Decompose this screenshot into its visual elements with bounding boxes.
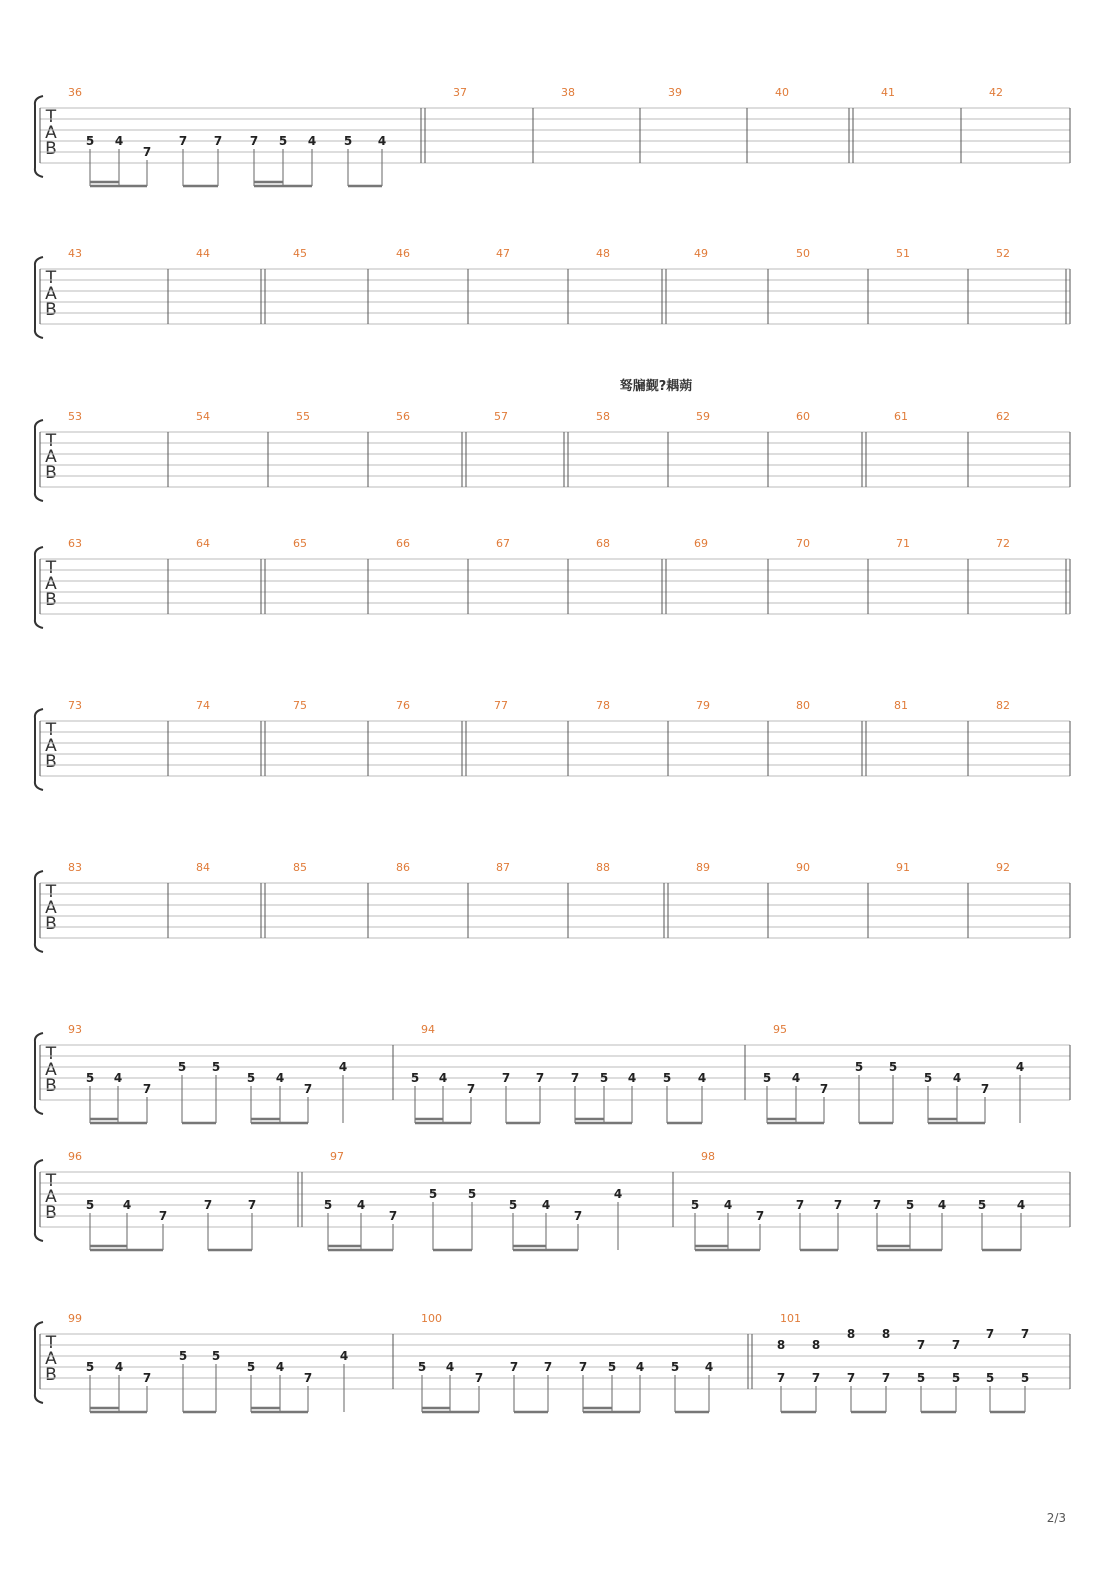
tab-system: [35, 1023, 1070, 1123]
fret-number: 7: [881, 1371, 891, 1385]
measure: [596, 699, 668, 776]
fret-number: 7: [474, 1371, 484, 1385]
measure-number: 62: [996, 410, 1010, 423]
measure: [411, 1023, 745, 1123]
tab-clef-letter: B: [45, 300, 57, 320]
measure-number: 58: [596, 410, 610, 423]
tab-clef-letter: T: [45, 268, 57, 288]
fret-number: 7: [142, 1371, 152, 1385]
fret-number: 5: [178, 1349, 188, 1363]
measure-number: 69: [694, 537, 708, 550]
measure: [696, 699, 768, 776]
measure: [894, 699, 968, 776]
tab-clef-letter: T: [45, 558, 57, 578]
fret-number: 5: [246, 1360, 256, 1374]
tab-clef-letter: B: [45, 463, 57, 483]
measure: [796, 699, 866, 776]
fret-number: 4: [937, 1198, 947, 1212]
measure: [561, 86, 640, 163]
measure-number: 70: [796, 537, 810, 550]
fret-number: 4: [307, 134, 317, 148]
fret-number: 7: [158, 1209, 168, 1223]
measure-number: 71: [896, 537, 910, 550]
measure-number: 49: [694, 247, 708, 260]
measure: [196, 247, 265, 324]
fret-number: 5: [467, 1187, 477, 1201]
measure-number: 92: [996, 861, 1010, 874]
fret-number: 5: [85, 1198, 95, 1212]
tab-clef-letter: B: [45, 1203, 57, 1223]
tab-system: [35, 699, 1070, 790]
measure: [293, 247, 368, 324]
measure: [996, 537, 1070, 614]
fret-number: 5: [854, 1060, 864, 1074]
fret-number: 4: [114, 1360, 124, 1374]
measure: [796, 861, 868, 938]
measure: [293, 699, 368, 776]
tab-clef-letter: B: [45, 590, 57, 610]
fret-number: 4: [613, 1187, 623, 1201]
fret-number: 4: [338, 1060, 348, 1074]
measure-number: 78: [596, 699, 610, 712]
fret-number: 5: [85, 1360, 95, 1374]
fret-number: 5: [923, 1071, 933, 1085]
fret-number: 4: [791, 1071, 801, 1085]
fret-number: 7: [535, 1071, 545, 1085]
measure-number: 95: [773, 1023, 787, 1036]
fret-number: 5: [662, 1071, 672, 1085]
fret-number: 4: [275, 1360, 285, 1374]
fret-number: 4: [697, 1071, 707, 1085]
fret-number: 7: [142, 145, 152, 159]
fret-number: 7: [755, 1209, 765, 1223]
fret-number: 7: [578, 1360, 588, 1374]
fret-number: 7: [1020, 1327, 1030, 1341]
measure: [396, 537, 468, 614]
fret-number: 7: [543, 1360, 553, 1374]
fret-number: 7: [142, 1082, 152, 1096]
tab-system: [35, 410, 1070, 501]
fret-number: 7: [819, 1082, 829, 1096]
measure-number: 59: [696, 410, 710, 423]
measure-number: 40: [775, 86, 789, 99]
measure-number: 39: [668, 86, 682, 99]
measure: [696, 861, 768, 938]
tab-clef-letter: T: [45, 107, 57, 127]
fret-number: 8: [881, 1327, 891, 1341]
measure-number: 84: [196, 861, 210, 874]
fret-number: 7: [303, 1371, 313, 1385]
measure: [996, 410, 1070, 487]
fret-number: 5: [977, 1198, 987, 1212]
measure-number: 100: [421, 1312, 442, 1325]
measure: [996, 699, 1070, 776]
measure-number: 48: [596, 247, 610, 260]
measure: [775, 86, 853, 163]
measure: [418, 1312, 752, 1412]
fret-number: 7: [501, 1071, 511, 1085]
measure-number: 81: [894, 699, 908, 712]
fret-number: 4: [339, 1349, 349, 1363]
fret-number: 7: [846, 1371, 856, 1385]
fret-number: 5: [323, 1198, 333, 1212]
measure-number: 55: [296, 410, 310, 423]
measure-number: 45: [293, 247, 307, 260]
tab-clef-letter: T: [45, 882, 57, 902]
tab-clef-letter: B: [45, 139, 57, 159]
measure: [396, 247, 468, 324]
measure-number: 42: [989, 86, 1003, 99]
fret-number: 7: [872, 1198, 882, 1212]
fret-number: 7: [776, 1371, 786, 1385]
fret-number: 7: [985, 1327, 995, 1341]
fret-number: 5: [670, 1360, 680, 1374]
measure-number: 53: [68, 410, 82, 423]
fret-number: 7: [466, 1082, 476, 1096]
measure-number: 93: [68, 1023, 82, 1036]
fret-number: 5: [85, 134, 95, 148]
measure-number: 44: [196, 247, 210, 260]
measure: [896, 861, 968, 938]
measure-number: 97: [330, 1150, 344, 1163]
tab-system: [35, 86, 1070, 186]
measure: [796, 537, 868, 614]
measure-number: 85: [293, 861, 307, 874]
tab-clef-letter: T: [45, 1171, 57, 1191]
page-number: 2/3: [1046, 1511, 1066, 1525]
measure: [196, 861, 265, 938]
measure-number: 60: [796, 410, 810, 423]
measure-number: 75: [293, 699, 307, 712]
fret-number: 5: [905, 1198, 915, 1212]
fret-number: 5: [985, 1371, 995, 1385]
measure: [396, 699, 466, 776]
fret-number: 5: [211, 1349, 221, 1363]
measure-number: 91: [896, 861, 910, 874]
fret-number: 4: [952, 1071, 962, 1085]
tab-clef-letter: T: [45, 720, 57, 740]
fret-number: 7: [916, 1338, 926, 1352]
fret-number: 7: [178, 134, 188, 148]
fret-number: 7: [573, 1209, 583, 1223]
tab-clef-letter: A: [45, 736, 57, 756]
fret-number: 5: [916, 1371, 926, 1385]
fret-number: 8: [811, 1338, 821, 1352]
measure: [894, 410, 968, 487]
tab-clef-letter: A: [45, 1187, 57, 1207]
measure: [796, 247, 868, 324]
measure: [989, 86, 1070, 163]
tab-clef-letter: T: [45, 431, 57, 451]
measure-number: 72: [996, 537, 1010, 550]
measure-number: 50: [796, 247, 810, 260]
fret-number: 5: [1020, 1371, 1030, 1385]
measure-number: 90: [796, 861, 810, 874]
fret-number: 5: [508, 1198, 518, 1212]
measure-number: 76: [396, 699, 410, 712]
fret-number: 7: [833, 1198, 843, 1212]
fret-number: 7: [249, 134, 259, 148]
fret-number: 5: [278, 134, 288, 148]
measure-number: 46: [396, 247, 410, 260]
fret-number: 4: [445, 1360, 455, 1374]
measure-number: 64: [196, 537, 210, 550]
measure: [496, 861, 568, 938]
measure: [196, 699, 265, 776]
measure: [496, 537, 568, 614]
fret-number: 5: [951, 1371, 961, 1385]
measure: [453, 86, 533, 163]
measure-number: 79: [696, 699, 710, 712]
measure-number: 82: [996, 699, 1010, 712]
tab-clef-letter: B: [45, 1365, 57, 1385]
measure-number: 73: [68, 699, 82, 712]
fret-number: 7: [980, 1082, 990, 1096]
measure-number: 38: [561, 86, 575, 99]
tab-clef-letter: A: [45, 1060, 57, 1080]
fret-number: 7: [303, 1082, 313, 1096]
tab-clef-letter: A: [45, 284, 57, 304]
fret-number: 5: [410, 1071, 420, 1085]
measure: [68, 537, 168, 614]
measure: [596, 410, 668, 487]
fret-number: 4: [1015, 1060, 1025, 1074]
fret-number: 4: [356, 1198, 366, 1212]
measure: [296, 410, 368, 487]
measure-number: 94: [421, 1023, 435, 1036]
measure-number: 74: [196, 699, 210, 712]
fret-number: 5: [762, 1071, 772, 1085]
measure: [777, 1312, 1070, 1412]
measure-number: 83: [68, 861, 82, 874]
tab-system: [35, 247, 1070, 338]
fret-number: 4: [114, 134, 124, 148]
fret-number: 4: [438, 1071, 448, 1085]
fret-number: 5: [690, 1198, 700, 1212]
fret-number: 5: [211, 1060, 221, 1074]
measure-number: 80: [796, 699, 810, 712]
measure: [694, 247, 768, 324]
tab-clef-letter: T: [45, 1333, 57, 1353]
measure-number: 63: [68, 537, 82, 550]
measure: [596, 861, 668, 938]
measure-number: 52: [996, 247, 1010, 260]
measure-number: 36: [68, 86, 82, 99]
measure: [596, 537, 666, 614]
measure: [196, 410, 268, 487]
measure: [496, 247, 568, 324]
measure: [763, 1023, 1070, 1123]
measure: [668, 86, 747, 163]
measure: [796, 410, 866, 487]
measure: [694, 537, 768, 614]
fret-number: 7: [388, 1209, 398, 1223]
measure-number: 101: [780, 1312, 801, 1325]
measure-number: 41: [881, 86, 895, 99]
measure-number: 61: [894, 410, 908, 423]
measure: [896, 247, 968, 324]
measure: [68, 86, 425, 186]
measure: [996, 247, 1070, 324]
measure-number: 54: [196, 410, 210, 423]
measure: [68, 1150, 302, 1250]
fret-number: 5: [888, 1060, 898, 1074]
fret-number: 8: [776, 1338, 786, 1352]
measure-number: 56: [396, 410, 410, 423]
fret-number: 5: [246, 1071, 256, 1085]
measure-number: 37: [453, 86, 467, 99]
measure: [196, 537, 265, 614]
measure: [596, 247, 666, 324]
measure: [68, 1023, 393, 1123]
measure: [324, 1150, 673, 1250]
tab-system: [35, 1150, 1070, 1250]
measure-number: 96: [68, 1150, 82, 1163]
tab-clef-letter: A: [45, 1349, 57, 1369]
measure-number: 77: [494, 699, 508, 712]
measure: [68, 861, 168, 938]
measure: [494, 699, 568, 776]
fret-number: 4: [723, 1198, 733, 1212]
measure-number: 68: [596, 537, 610, 550]
fret-number: 4: [704, 1360, 714, 1374]
measure-number: 66: [396, 537, 410, 550]
tab-clef-letter: B: [45, 914, 57, 934]
fret-number: 5: [85, 1071, 95, 1085]
measure: [396, 861, 468, 938]
fret-number: 4: [627, 1071, 637, 1085]
tab-system: [35, 1312, 1070, 1412]
tab-systems: [35, 86, 1070, 1412]
measure-number: 87: [496, 861, 510, 874]
fret-number: 4: [1016, 1198, 1026, 1212]
measure: [68, 247, 168, 324]
measure: [396, 410, 466, 487]
measure-number: 98: [701, 1150, 715, 1163]
fret-number: 7: [247, 1198, 257, 1212]
fret-number: 7: [203, 1198, 213, 1212]
fret-number: 4: [635, 1360, 645, 1374]
measure-number: 86: [396, 861, 410, 874]
measure: [494, 410, 568, 487]
measure: [68, 1312, 393, 1412]
measure: [696, 410, 768, 487]
tab-clef-letter: B: [45, 1076, 57, 1096]
tab-clef-letter: A: [45, 574, 57, 594]
measure: [896, 537, 968, 614]
measure: [996, 861, 1070, 938]
tab-clef-letter: A: [45, 123, 57, 143]
measure: [881, 86, 961, 163]
measure: [68, 699, 168, 776]
fret-number: 5: [607, 1360, 617, 1374]
measure-number: 47: [496, 247, 510, 260]
measure-number: 57: [494, 410, 508, 423]
section-marker: 驽牖觐?耦蒴: [619, 379, 693, 394]
tab-system: [35, 537, 1070, 628]
fret-number: 4: [122, 1198, 132, 1212]
measure-number: 89: [696, 861, 710, 874]
tab-clef-letter: B: [45, 752, 57, 772]
fret-number: 5: [177, 1060, 187, 1074]
fret-number: 7: [795, 1198, 805, 1212]
measure-number: 51: [896, 247, 910, 260]
fret-number: 5: [428, 1187, 438, 1201]
measure: [293, 861, 368, 938]
fret-number: 5: [343, 134, 353, 148]
measure-number: 88: [596, 861, 610, 874]
measure-number: 65: [293, 537, 307, 550]
tab-clef-letter: T: [45, 1044, 57, 1064]
measure-number: 67: [496, 537, 510, 550]
measure: [68, 410, 168, 487]
fret-number: 4: [275, 1071, 285, 1085]
tab-clef-letter: A: [45, 447, 57, 467]
measure-number: 43: [68, 247, 82, 260]
fret-number: 8: [846, 1327, 856, 1341]
measure-number: 99: [68, 1312, 82, 1325]
measure: [293, 537, 368, 614]
fret-number: 4: [113, 1071, 123, 1085]
fret-number: 7: [509, 1360, 519, 1374]
tab-system: [35, 861, 1070, 952]
fret-number: 4: [541, 1198, 551, 1212]
fret-number: 7: [213, 134, 223, 148]
fret-number: 5: [417, 1360, 427, 1374]
tab-clef-letter: A: [45, 898, 57, 918]
fret-number: 5: [599, 1071, 609, 1085]
fret-number: 7: [811, 1371, 821, 1385]
measure: [691, 1150, 1070, 1250]
fret-number: 7: [570, 1071, 580, 1085]
fret-number: 7: [951, 1338, 961, 1352]
fret-number: 4: [377, 134, 387, 148]
